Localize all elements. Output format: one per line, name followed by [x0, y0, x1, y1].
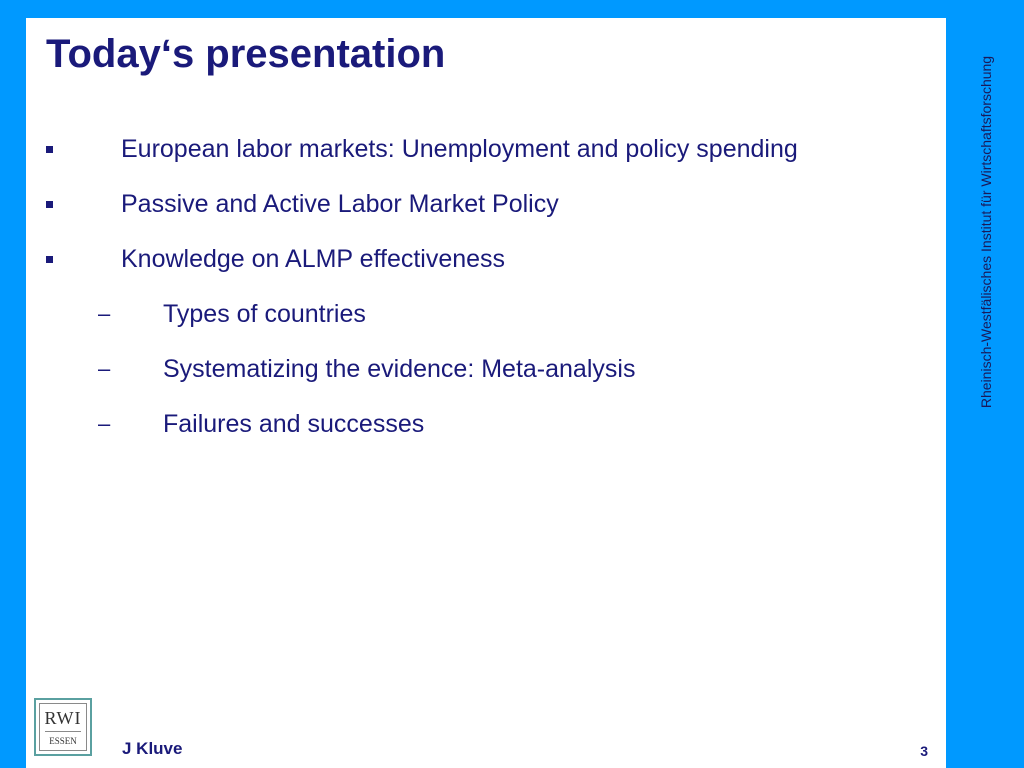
- bullet-list: [26, 130, 946, 460]
- dash-bullet-icon: –: [98, 356, 111, 381]
- logo-sub-text: ESSEN: [45, 731, 82, 747]
- sub-bullet-item: [26, 295, 946, 350]
- rwi-logo: [34, 698, 92, 756]
- square-bullet-icon: [46, 256, 53, 263]
- sub-bullet-item: [26, 405, 946, 460]
- sub-bullet-text: Failures and successes: [163, 410, 425, 438]
- bullet-item: [26, 185, 946, 240]
- sub-bullet-text: Types of countries: [163, 300, 366, 328]
- logo-frame: [39, 703, 87, 751]
- dash-bullet-icon: –: [98, 411, 111, 436]
- bullet-item: [26, 240, 946, 295]
- page-number: 3: [920, 743, 928, 759]
- slide-canvas: [26, 18, 946, 768]
- sub-bullet-item: [26, 350, 946, 405]
- square-bullet-icon: [46, 201, 53, 208]
- dash-bullet-icon: –: [98, 301, 111, 326]
- sub-bullet-text: Systematizing the evidence: Meta-analysis: [163, 355, 636, 383]
- slide-title: Today‘s presentation: [46, 32, 446, 76]
- bullet-text: Passive and Active Labor Market Policy: [121, 190, 559, 218]
- bullet-text: European labor markets: Unemployment and policy spending: [121, 135, 798, 163]
- bullet-text: Knowledge on ALMP effectiveness: [121, 245, 506, 273]
- footer-author: J Kluve: [122, 739, 183, 758]
- bullet-item: [26, 130, 946, 185]
- logo-main-text: RWI: [44, 707, 82, 728]
- square-bullet-icon: [46, 146, 53, 153]
- vertical-institute-name: Rheinisch-Westfälisches Institut für Wirtschaftsforschung: [978, 55, 994, 409]
